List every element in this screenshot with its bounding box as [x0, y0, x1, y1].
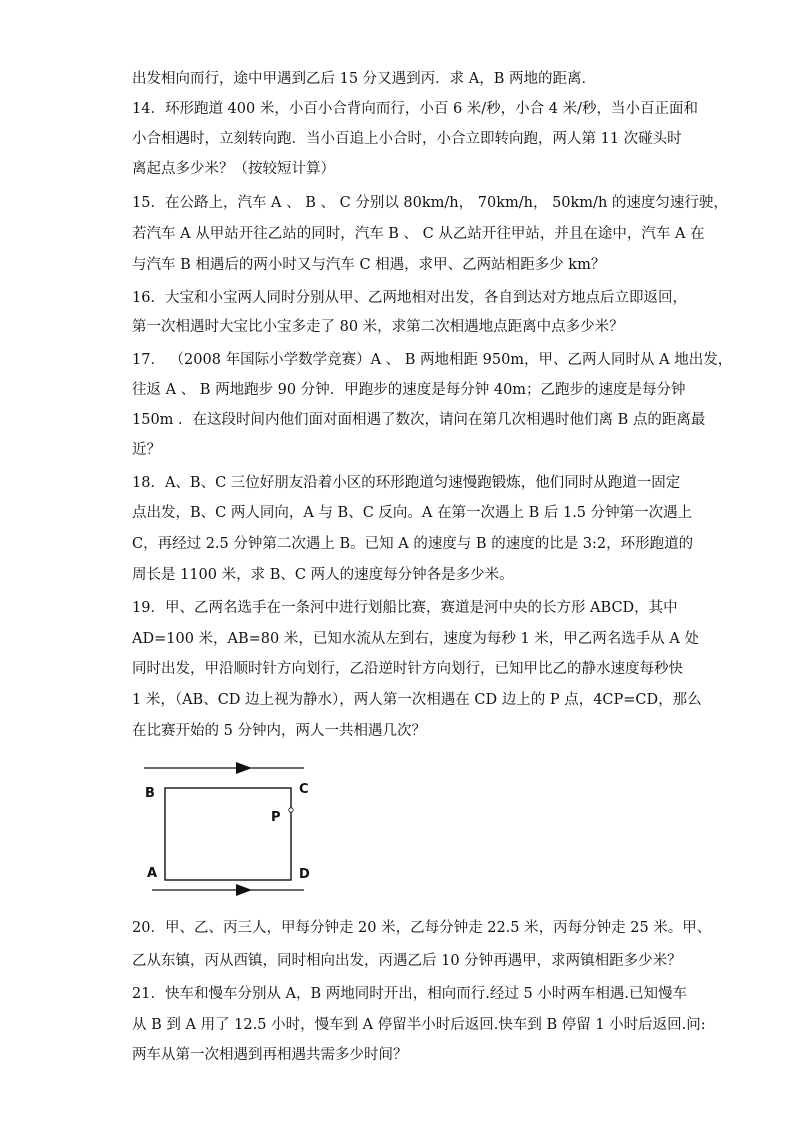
- problem-18-line-2: 点出发，B、C 两人同向，A 与 B、C 反向。A 在第一次遇上 B 后 1.5 分钟第一次遇上: [132, 505, 693, 521]
- problem-21-line-1: 21．快车和慢车分别从 A，B 两地同时开出，相向而行.经过 5 小时两车相遇.已知慢车: [132, 986, 687, 1002]
- problem-19-line-5: 在比赛开始的 5 分钟内，两人一共相遇几次？: [132, 723, 426, 739]
- flow-arrow-top-icon: [236, 762, 252, 774]
- point-p-label: P: [271, 810, 281, 825]
- problem-17-line-2: 往返 A 、 B 两地跑步 90 分钟．甲跑步的速度是每分钟 40m；乙跑步的速度是每分钟: [132, 382, 686, 398]
- problem-20-line-1: 20．甲、乙、丙三人，甲每分钟走 20 米，乙每分钟走 22.5 米，丙每分钟走 25 米。甲、: [132, 920, 712, 936]
- problem-14-line-2: 小合相遇时，立刻转向跑．当小百追上小合时，小合立即转向跑，两人第 11 次碰头时: [132, 131, 682, 147]
- vertex-a-label: A: [147, 866, 158, 881]
- problem-14-line-3: 离起点多少米？（按较短计算）: [132, 161, 335, 177]
- vertex-d-label: D: [299, 867, 310, 882]
- course-rectangle: [165, 788, 291, 880]
- problem-21-line-2: 从 B 到 A 用了 12.5 小时，慢车到 A 停留半小时后返回.快车到 B 停留 1 小时后返回.问:: [132, 1017, 706, 1033]
- problem-19-line-4: 1 米，（AB、CD 边上视为静水），两人第一次相遇在 CD 边上的 P 点，4CP=CD，那么: [132, 692, 702, 708]
- problem-18-line-1: 18．A、B、C 三位好朋友沿着小区的环形跑道匀速慢跑锻炼，他们同时从跑道一固定: [132, 475, 681, 491]
- problem-19-line-2: AD=100 米，AB=80 米，已知水流从左到右，速度为每秒 1 米，甲乙两名选手从 A 处: [132, 631, 699, 647]
- point-p-marker: [289, 808, 293, 812]
- problem-15-line-3: 与汽车 B 相遇后的两小时又与汽车 C 相遇，求甲、乙两站相距多少 km？: [132, 257, 606, 273]
- problem-19-line-3: 同时出发，甲沿顺时针方向划行，乙沿逆时针方向划行，已知甲比乙的静水速度每秒快: [132, 661, 683, 677]
- problem-18-line-3: C，再经过 2.5 分钟第二次遇上 B。已知 A 的速度与 B 的速度的比是 3:2，环形跑道的: [132, 536, 694, 552]
- problem-17-line-1: 17． （2008 年国际小学数学竞赛）A 、 B 两地相距 950m，甲、乙两人同时从 A 地出发，: [132, 352, 733, 368]
- problem-13-line-3: 出发相向而行，途中甲遇到乙后 15 分又遇到丙．求 A，B 两地的距离．: [132, 71, 597, 87]
- problem-20-line-2: 乙从东镇，丙从西镇，同时相向出发，丙遇乙后 10 分钟再遇甲，求两镇相距多少米？: [132, 953, 682, 969]
- problem-16-line-1: 16．大宝和小宝两人同时分别从甲、乙两地相对出发，各自到达对方地点后立即返回，: [132, 290, 687, 306]
- vertex-b-label: B: [145, 786, 155, 801]
- problem-15-line-1: 15．在公路上，汽车 A 、 B 、 C 分别以 80km/h， 70km/h， 50km/h 的速度匀速行驶，: [132, 195, 728, 211]
- problem-16-line-2: 第一次相遇时大宝比小宝多走了 80 米，求第二次相遇地点距离中点多少米？: [132, 319, 624, 335]
- problem-17-line-4: 近？: [132, 442, 161, 458]
- vertex-c-label: C: [299, 782, 309, 797]
- problem-21-line-3: 两车从第一次相遇到再相遇共需多少时间？: [132, 1047, 408, 1063]
- problem-15-line-2: 若汽车 A 从甲站开往乙站的同时，汽车 B 、 C 从乙站开往甲站，并且在途中，汽车 A 在: [132, 226, 705, 242]
- problem-19-line-1: 19．甲、乙两名选手在一条河中进行划船比赛，赛道是河中央的长方形 ABCD，其中: [132, 600, 678, 616]
- river-course-diagram: [138, 752, 324, 896]
- problem-14-line-1: 14．环形跑道 400 米，小百小合背向而行，小百 6 米/秒，小合 4 米/秒，当小百正面和: [132, 101, 698, 117]
- problem-17-line-3: 150m ．在这段时间内他们面对面相遇了数次，请问在第几次相遇时他们离 B 点的距离最: [132, 412, 706, 428]
- problem-18-line-4: 周长是 1100 米，求 B、C 两人的速度每分钟各是多少米。: [132, 567, 514, 583]
- flow-arrow-bottom-icon: [236, 884, 252, 896]
